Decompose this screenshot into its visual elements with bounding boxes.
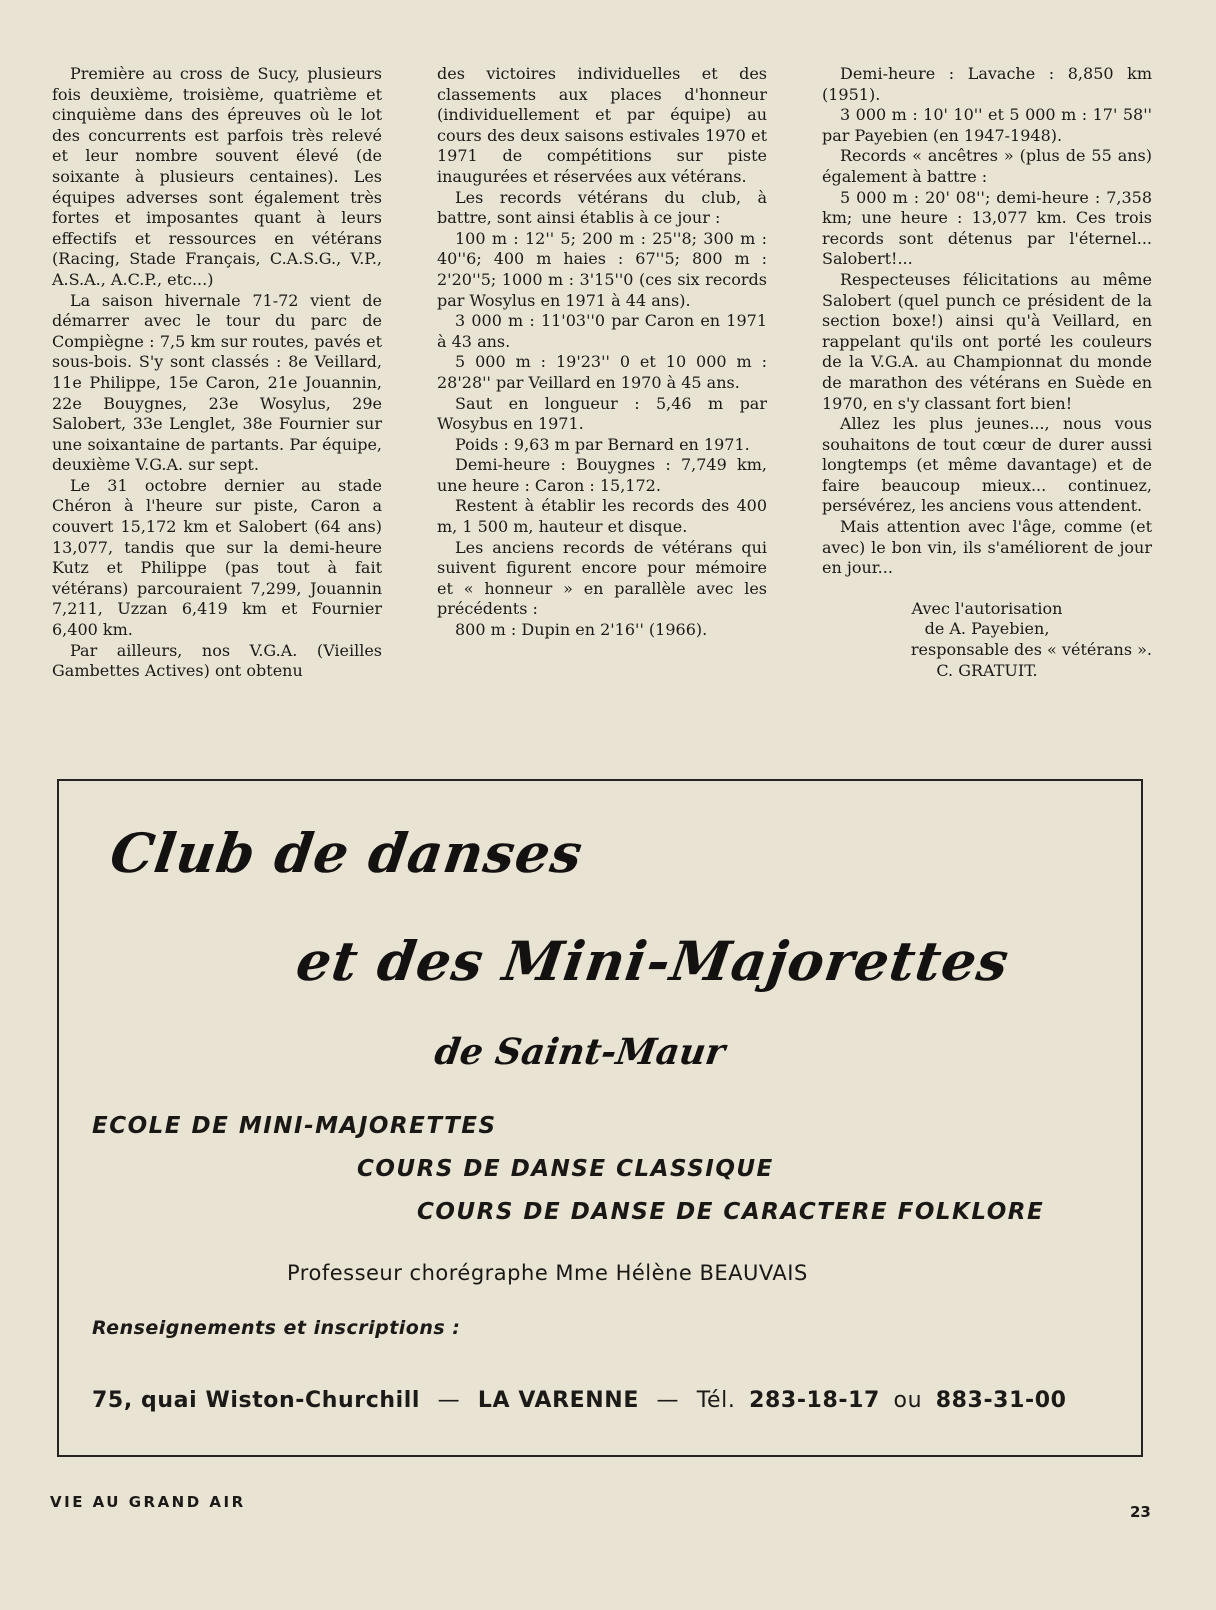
paragraph: La saison hivernale 71-72 vient de démarrer avec le tour du parc de Compiègne : 7,5 km sur routes, pavés et sous-bois. S'y sont classés : 8e Veillard, 11e Philippe, 15e Caron, 21e Jouannin, 22e Bouygnes, 23e Wosylus, 29e Salobert, 33e Lenglet, 38e Fournier sur une soixantaine de partants. Par équipe, deuxième V.G.A. sur sept. bbox=[52, 290, 382, 475]
paragraph: 800 m : Dupin en 2'16'' (1966). bbox=[455, 620, 708, 640]
paragraph: Mais attention avec l'âge, comme (et avec) le bon vin, ils s'améliorent de jour en jour... bbox=[822, 517, 1152, 578]
ad-title-line-2: et des Mini-Majorettes bbox=[292, 929, 1014, 993]
paragraph: 3 000 m : 10' 10'' et 5 000 m : 17' 58'' par Payebien (en 1947-1948). bbox=[822, 105, 1152, 145]
article-column-2 bbox=[437, 64, 767, 641]
paragraph: Allez les plus jeunes..., nous vous souhaitons de tout cœur de durer aussi longtemps (et même davantage) et de faire beaucoup mieux... continuez, persévérez, les anciens vous attendent. bbox=[822, 414, 1152, 516]
paragraph: Demi-heure : Lavache : 8,850 km (1951). bbox=[822, 64, 1152, 104]
paragraph: Poids : 9,63 m par Bernard en 1971. bbox=[455, 434, 750, 454]
ad-or: ou bbox=[893, 1388, 923, 1413]
page-number: 23 bbox=[1130, 1503, 1151, 1521]
separator: — bbox=[437, 1388, 461, 1413]
paragraph: Demi-heure : Bouygnes : 7,749 km, une heure : Caron : 15,172. bbox=[437, 455, 767, 495]
paragraph: Records « ancêtres » (plus de 55 ans) également à battre : bbox=[822, 146, 1152, 186]
article-column-1 bbox=[52, 64, 382, 682]
ad-teacher: Professeur chorégraphe Mme Hélène BEAUVAIS bbox=[287, 1261, 808, 1285]
ad-course-line-1: ECOLE DE MINI-MAJORETTES bbox=[92, 1113, 497, 1139]
paragraph: Par ailleurs, nos V.G.A. (Vieilles Gambettes Actives) ont obtenu bbox=[52, 640, 382, 681]
magazine-name: VIE AU GRAND AIR bbox=[50, 1493, 246, 1511]
signature-author: C. GRATUIT. bbox=[936, 660, 1038, 680]
paragraph: Les anciens records de vétérans qui suivent figurent encore pour mémoire et « honneur » en parallèle avec les précédents : bbox=[437, 537, 767, 619]
ad-info-label: Renseignements et inscriptions : bbox=[92, 1317, 461, 1339]
ad-title-line-1: Club de danses bbox=[106, 821, 587, 885]
paragraph: 5 000 m : 20' 08''; demi-heure : 7,358 km; une heure : 13,077 km. Ces trois records sont détenus par l'éternel... Salobert!... bbox=[822, 187, 1152, 269]
ad-phone-1: 283-18-17 bbox=[749, 1388, 880, 1413]
separator: — bbox=[656, 1388, 680, 1413]
signature-line: responsable des « vétérans ». bbox=[910, 640, 1152, 660]
paragraph: Restent à établir les records des 400 m, 1 500 m, hauteur et disque. bbox=[437, 496, 767, 537]
ad-title-line-3: de Saint-Maur bbox=[432, 1031, 728, 1073]
paragraph: 3 000 m : 11'03''0 par Caron en 1971 à 43 ans. bbox=[437, 311, 767, 351]
ad-course-line-3: COURS DE DANSE DE CARACTERE FOLKLORE bbox=[417, 1199, 1045, 1225]
ad-address-line bbox=[92, 1388, 1067, 1413]
advertisement-box bbox=[57, 779, 1143, 1457]
signature-line: Avec l'autorisation bbox=[911, 598, 1063, 618]
paragraph: Première au cross de Sucy, plusieurs fois deuxième, troisième, quatrième et cinquième dans des épreuves où le lot des concurrents est parfois très relevé et leur nombre souvent élevé (de soixante à plusieurs centaines). Les équipes adverses sont également très fortes et imposantes quant à leurs effectifs et ressources en vétérans (Racing, Stade Français, C.A.S.G., V.P., A.S.A., A.C.P., etc...) bbox=[52, 64, 382, 289]
paragraph: Saut en longueur : 5,46 m par Wosybus en 1971. bbox=[437, 393, 767, 434]
ad-street: 75, quai Wiston-Churchill bbox=[92, 1388, 421, 1413]
ad-course-line-2: COURS DE DANSE CLASSIQUE bbox=[357, 1156, 774, 1182]
signature-line: de A. Payebien, bbox=[924, 619, 1050, 639]
ad-tel-label: Tél. bbox=[696, 1388, 736, 1413]
paragraph: 5 000 m : 19'23'' 0 et 10 000 m : 28'28'' par Veillard en 1970 à 45 ans. bbox=[437, 352, 767, 392]
paragraph: des victoires individuelles et des classements aux places d'honneur (individuellement et par équipe) au cours des deux saisons estivales 1970 et 1971 de compétitions sur piste inaugurées et réservées aux vétérans. bbox=[437, 64, 767, 186]
paragraph: Les records vétérans du club, à battre, sont ainsi établis à ce jour : bbox=[437, 187, 767, 228]
ad-phone-2: 883-31-00 bbox=[935, 1388, 1067, 1413]
signature-block bbox=[822, 599, 1152, 681]
paragraph: 100 m : 12'' 5; 200 m : 25''8; 300 m : 40''6; 400 m haies : 67''5; 800 m : 2'20''5; 1000 m : 3'15''0 (ces six records par Wosylus en 1971 à 44 ans). bbox=[437, 228, 767, 310]
article-column-3 bbox=[822, 64, 1152, 681]
paragraph: Le 31 octobre dernier au stade Chéron à l'heure sur piste, Caron a couvert 15,172 km et Salobert (64 ans) 13,077, tandis que sur la demi-heure Kutz et Philippe (pas tout à fait vétérans) parcouraient 7,299, Jouannin 7,211, Uzzan 6,419 km et Fournier 6,400 km. bbox=[52, 475, 382, 640]
paragraph: Respecteuses félicitations au même Salobert (quel punch ce président de la section boxe!) ainsi qu'à Veillard, en rappelant qu'ils ont porté les couleurs de la V.G.A. au Championnat du monde de marathon des vétérans en Suède en 1970, en s'y classant fort bien! bbox=[822, 269, 1152, 413]
ad-city: LA VARENNE bbox=[477, 1388, 639, 1413]
